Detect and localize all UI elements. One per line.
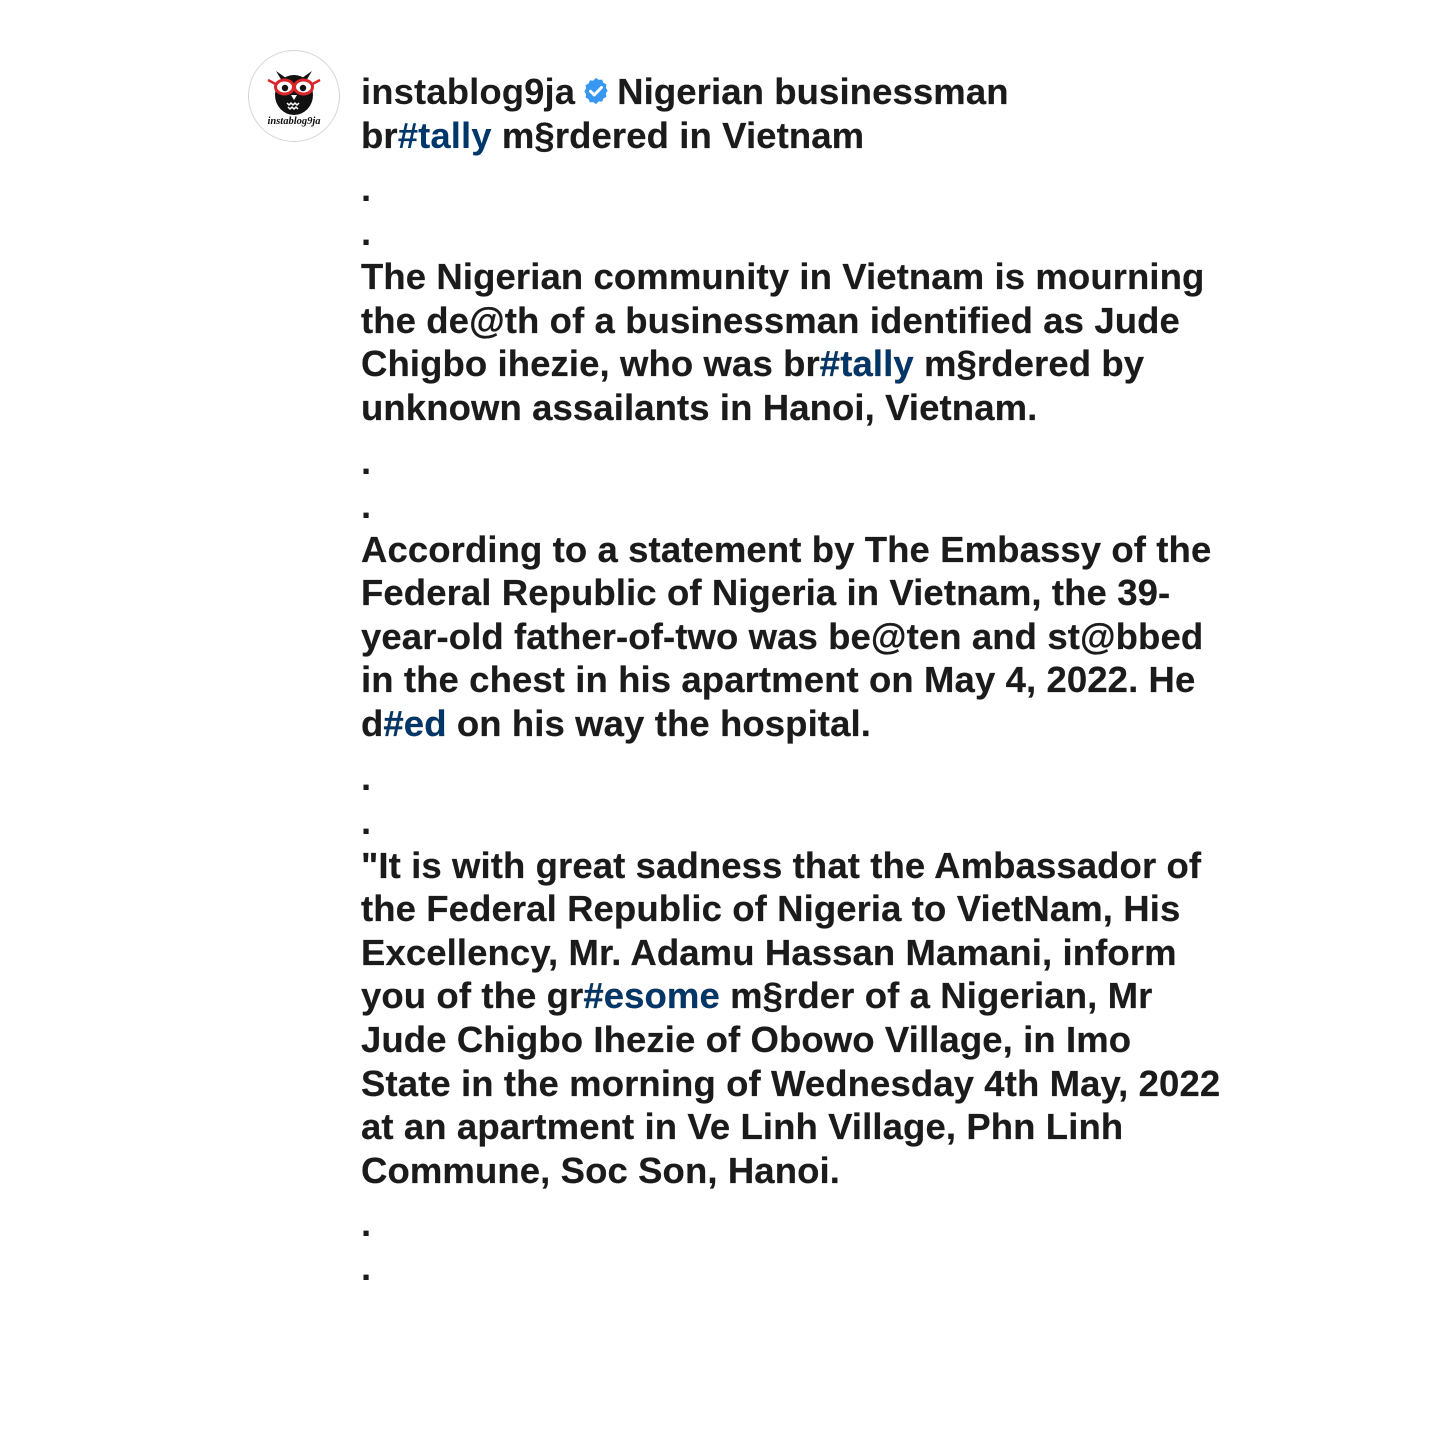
separator-dot: . bbox=[361, 756, 372, 798]
caption-header bbox=[361, 70, 1221, 157]
separator-dot: . bbox=[361, 168, 372, 210]
paragraph-text: According to a statement by The Embassy of the Federal Republic of Nigeria in Vietnam, the 39-year-old father-of-two was be@ten and st@bbed in the chest in his apartment on May 4, 2022. He d bbox=[361, 528, 1212, 744]
separator-dot: . bbox=[361, 1247, 372, 1289]
separator-dot: . bbox=[361, 440, 372, 482]
hashtag-link[interactable]: #tally bbox=[397, 114, 492, 156]
hashtag-link[interactable]: #tally bbox=[819, 343, 914, 385]
separator-dot: . bbox=[361, 800, 372, 842]
paragraph-text: m§rder of a Nigerian, Mr Jude Chigbo Ihezie of Obowo Village, in Imo State in the morning of Wednesday 4th May, 2022 at an apartment in Ve Linh Village, Phn Linh Commune, Soc Son, Hanoi. bbox=[361, 975, 1221, 1191]
profile-avatar[interactable] bbox=[248, 50, 340, 142]
caption-text bbox=[361, 40, 1221, 1290]
paragraph-text: m§rdered by unknown assailants in Hanoi, Vietnam. bbox=[361, 343, 1145, 428]
owl-logo-icon bbox=[249, 51, 339, 141]
paragraph-community bbox=[361, 255, 1221, 429]
paragraph-ambassador-quote bbox=[361, 844, 1221, 1193]
paragraph-text: on his way the hospital. bbox=[446, 702, 871, 744]
post-title-line2-suffix: m§rdered in Vietnam bbox=[491, 114, 865, 156]
verified-badge-icon bbox=[581, 76, 611, 106]
paragraph-text: The Nigerian community in Vietnam is mourning the de@th of a businessman identified as Jude Chigbo ihezie, who was br bbox=[361, 256, 1205, 385]
username-link[interactable]: instablog9ja bbox=[361, 71, 576, 112]
separator-dot: . bbox=[361, 484, 372, 526]
hashtag-link[interactable]: #esome bbox=[583, 975, 720, 1017]
paragraph-embassy-statement bbox=[361, 528, 1221, 746]
separator-dot: . bbox=[361, 1203, 372, 1245]
paragraph-text: "It is with great sadness that the Ambassador of the Federal Republic of Nigeria to VietNam, His Excellency, Mr. Adamu Hassan Mamani, inform you of the gr bbox=[361, 844, 1202, 1017]
hashtag-link[interactable]: #ed bbox=[383, 702, 447, 744]
avatar-wordmark: instablog9ja bbox=[267, 116, 321, 127]
post-title-line2-prefix: br bbox=[361, 114, 398, 156]
post-title: Nigerian businessman bbox=[617, 71, 1009, 112]
separator-dot: . bbox=[361, 212, 372, 254]
